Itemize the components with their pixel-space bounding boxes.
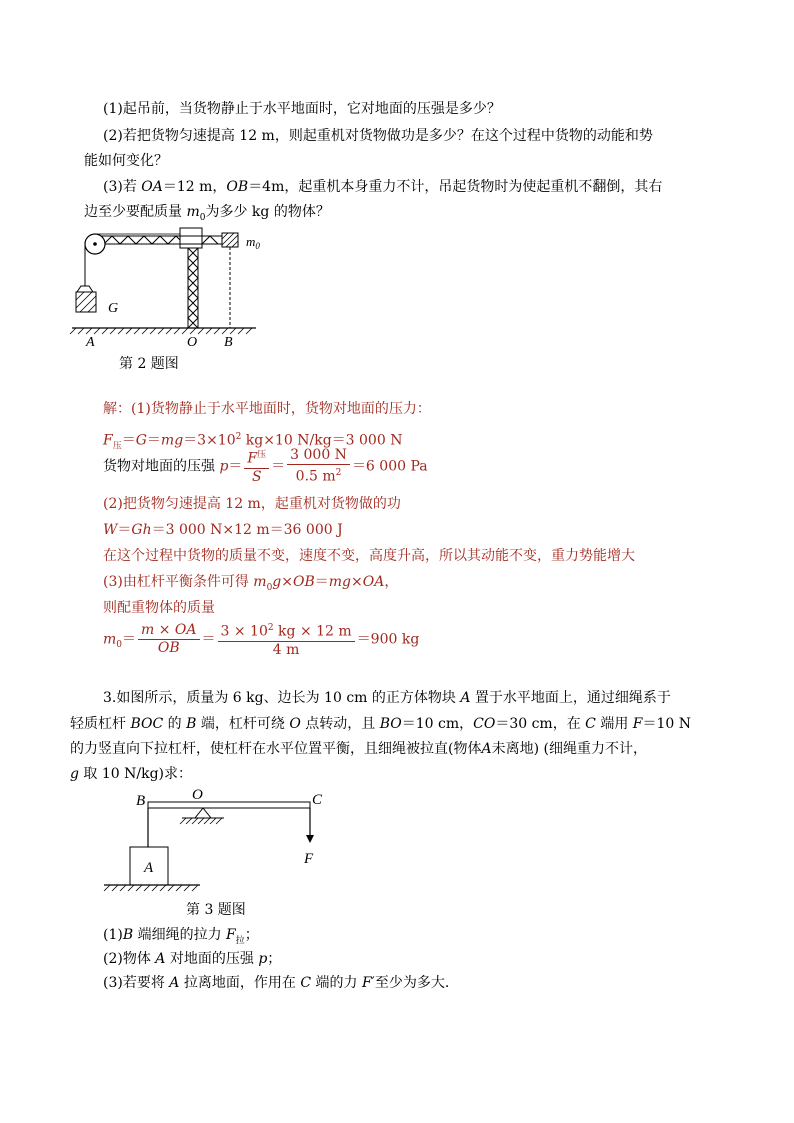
- ground-hatch: [70, 328, 252, 334]
- q3-sub3: (3)若要将 A 拉离地面，作用在 C 端的力 F′至少为多大.: [103, 975, 450, 991]
- solution-line2: $F_压=G=mg=3\times 10^2$ kg×10 N/kg＝3 000 N: [103, 432, 403, 452]
- pivot-triangle: [195, 808, 211, 818]
- q3-line2: 轻质杠杆 BOC 的 B 端，杠杆可绕 O 点转动，且 BO＝10 cm，CO＝30 cm，在 C 端用 F＝10 N: [70, 716, 692, 732]
- figure-3-caption: 第 3 题图: [186, 902, 246, 918]
- label-m0: $m_0$: [246, 234, 260, 251]
- q3-sub2: (2)物体 A 对地面的压强 p；: [103, 951, 282, 967]
- cargo-block: [76, 286, 96, 312]
- q2-part2-line2: 能如何变化？: [84, 153, 168, 169]
- crane-tower: [188, 244, 198, 328]
- q3-line3: 的力竖直向下拉杠杆，使杠杆在水平位置平衡，且细绳被拉直(物体A未离地) (细绳重力不计，: [70, 741, 647, 757]
- solution-line4: (2)把货物匀速提高 12 m，起重机对货物做的功: [103, 496, 401, 512]
- lever-figure: [100, 785, 340, 905]
- label-F-lever: F: [304, 851, 314, 867]
- solution-line7: (3)由杠杆平衡条件可得 $m_0g\times OB=mg\times OA$，: [103, 574, 399, 593]
- solution-line5: W＝Gh＝3 000 N×12 m＝36 000 J: [103, 522, 343, 538]
- q3-line4: g 取 10 N/kg)求：: [70, 766, 193, 782]
- label-B-lever: B: [136, 793, 146, 809]
- solution-line3: 货物对地面的压强 p＝ $\frac{F^压}{S}$ ＝ $\frac{3 000 N}{0.5 m^2}$ ＝6 000 Pa: [103, 447, 428, 485]
- counterweight-block: [222, 233, 238, 247]
- q2-part3-line1: (3)若 OA＝12 m，OB＝4m，起重机本身重力不计，吊起货物时为使起重机不翻倒，其右: [103, 179, 663, 195]
- crane-figure: [70, 222, 270, 352]
- q3-line1: 3.如图所示，质量为 6 kg、边长为 10 cm 的正方体物块 A 置于水平地面上，通过细绳系于: [103, 690, 671, 706]
- label-O-lever: O: [192, 787, 203, 803]
- label-O: O: [187, 335, 198, 350]
- q3-sub1: (1)B 端细绳的拉力 $F_拉$；: [103, 927, 259, 946]
- q2-part3-line2: 边至少要配质量 $m_0$为多少 kg 的物体？: [84, 204, 330, 223]
- label-C-lever: C: [312, 792, 323, 808]
- fraction-F-over-S: $\frac{F^压}{S}$: [244, 447, 269, 486]
- fraction-m-OA-over-OB: $\frac{m \times OA}{OB}$: [138, 622, 200, 657]
- pivot-hatch: [180, 818, 222, 824]
- fraction-pressure-values: $\frac{3 000 N}{0.5 m^2}$: [287, 447, 350, 486]
- lever-bar: [148, 802, 310, 808]
- figure-2-caption: 第 2 题图: [119, 356, 179, 372]
- q2-part2-line1: (2)若把货物匀速提高 12 m，则起重机对货物做功是多少？在这个过程中货物的动能和势: [103, 128, 653, 144]
- label-A-block: A: [144, 860, 154, 876]
- ground-hatch-2: [104, 885, 198, 891]
- label-G: G: [108, 301, 119, 316]
- solution-line1: 解：(1)货物静止于水平地面时，货物对地面的压力：: [103, 401, 431, 417]
- q2-part1: (1)起吊前，当货物静止于水平地面时，它对地面的压强是多少？: [103, 101, 501, 117]
- solution-line8: 则配重物体的质量: [103, 600, 215, 616]
- label-A: A: [86, 335, 95, 350]
- label-B: B: [224, 335, 233, 350]
- solution-line9: $m_0=$ $\frac{m \times OA}{OB}$ ＝ $\frac{3 \times 10^2 kg \times 12 m}{4 m}$ ＝900 kg: [103, 621, 420, 658]
- solution-line6: 在这个过程中货物的质量不变，速度不变，高度升高，所以其动能不变，重力势能增大: [103, 548, 635, 564]
- fraction-mass-values: $\frac{3 \times 10^2 kg \times 12 m}{4 m}$: [218, 620, 355, 659]
- crane-jib: [96, 236, 222, 244]
- crane-cab: [180, 228, 202, 248]
